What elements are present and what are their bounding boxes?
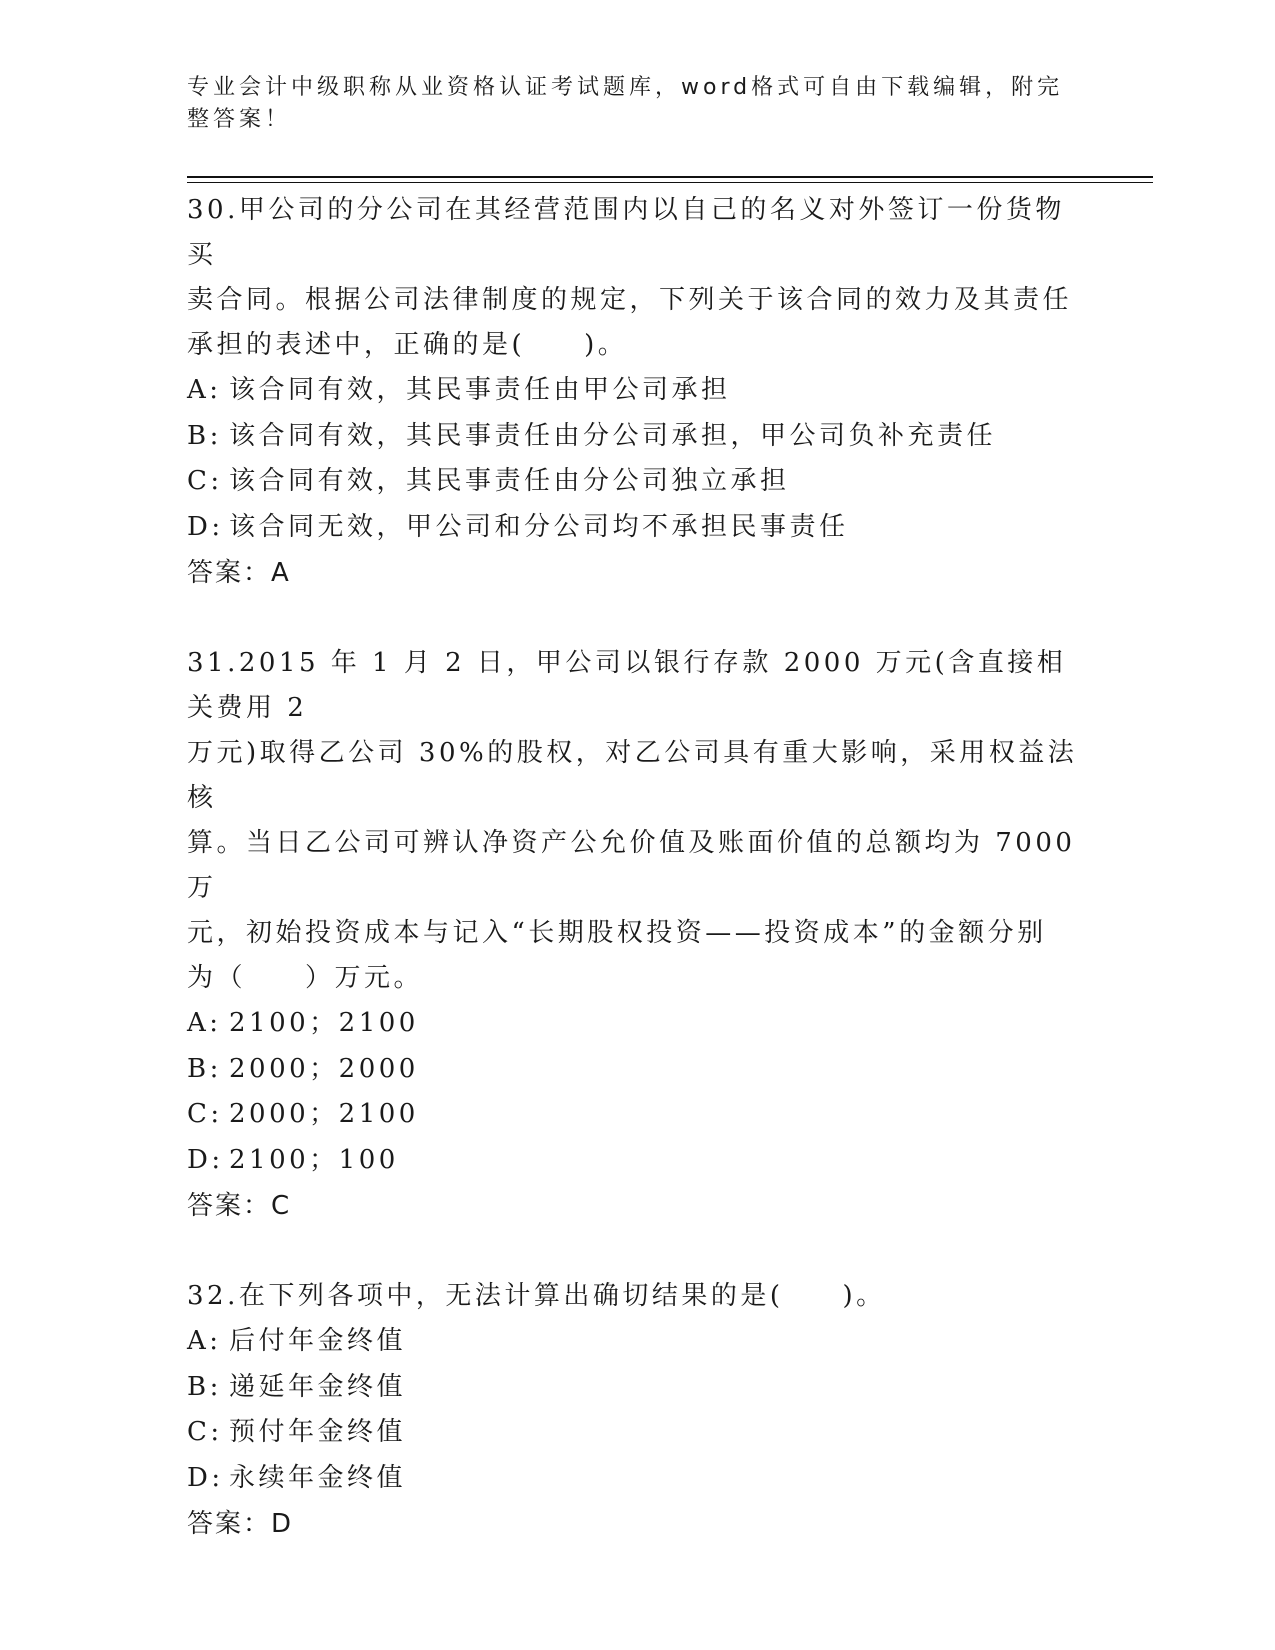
option-key: C:: [187, 1099, 223, 1129]
spacer: [187, 1229, 1087, 1274]
option-key: B:: [187, 1371, 222, 1402]
question-30-line-1: 30.甲公司的分公司在其经营范围内以自己的名义对外签订一份货物买: [187, 195, 1065, 270]
option-key: C:: [187, 466, 223, 496]
question-32-option-b: [187, 1365, 1087, 1411]
option-text: 该合同有效，其民事责任由分公司独立承担: [229, 466, 790, 496]
option-key: C:: [187, 1417, 223, 1447]
option-key: A:: [187, 375, 222, 405]
option-key: D:: [187, 511, 224, 542]
option-text: 2000；2000: [229, 1053, 419, 1084]
question-32-option-a: [187, 1319, 1087, 1365]
question-30-option-c: [187, 459, 1087, 505]
header-rule-top: [187, 176, 1153, 178]
question-31-line-3: 算。当日乙公司可辨认净资产公允价值及账面价值的总额均为 7000 万: [187, 828, 1076, 903]
question-31-line-1: 31.2015 年 1 月 2 日，甲公司以银行存款 2000 万元(含直接相关费用 2: [187, 648, 1067, 723]
option-text: 预付年金终值: [229, 1417, 407, 1447]
question-list: [187, 188, 1087, 1547]
question-32: [187, 1274, 1087, 1547]
option-text: 2000；2100: [229, 1099, 419, 1129]
option-key: D:: [187, 1144, 224, 1175]
question-30-line-2: 卖合同。根据公司法律制度的规定，下列关于该合同的效力及其责任: [187, 285, 1073, 315]
option-key: A:: [187, 1008, 222, 1038]
question-31-answer: 答案：C: [187, 1191, 292, 1221]
header-rule-bottom: [187, 182, 1153, 183]
option-text: 后付年金终值: [229, 1326, 407, 1356]
question-31-option-d: [187, 1138, 1087, 1184]
question-30: [187, 188, 1087, 596]
option-text: 2100；2100: [229, 1008, 419, 1038]
option-text: 该合同无效，甲公司和分公司均不承担民事责任: [229, 511, 849, 542]
header-note: 专业会计中级职称从业资格认证考试题库，word格式可自由下载编辑，附完整答案！: [187, 75, 1064, 132]
question-32-option-d: [187, 1456, 1087, 1502]
question-32-line-1: 32.在下列各项中，无法计算出确切结果的是( )。: [187, 1281, 886, 1311]
question-32-option-c: [187, 1410, 1087, 1456]
option-key: A:: [187, 1326, 222, 1356]
question-31-line-2: 万元)取得乙公司 30%的股权，对乙公司具有重大影响，采用权益法核: [187, 738, 1078, 813]
option-text: 该合同有效，其民事责任由甲公司承担: [229, 375, 731, 405]
question-31-line-5: 为（ ）万元。: [187, 963, 424, 993]
option-text: 永续年金终值: [229, 1462, 407, 1493]
option-text: 2100；100: [229, 1144, 399, 1175]
question-31-option-a: [187, 1001, 1087, 1047]
option-key: B:: [187, 420, 222, 451]
spacer: [187, 596, 1087, 641]
question-30-answer: 答案：A: [187, 558, 291, 588]
question-31-line-4: 元，初始投资成本与记入“长期股权投资——投资成本”的金额分别: [187, 918, 1047, 948]
question-30-option-d: [187, 505, 1087, 551]
question-32-answer: 答案：D: [187, 1509, 294, 1539]
option-key: D:: [187, 1462, 224, 1493]
question-31: [187, 641, 1087, 1229]
question-30-option-b: [187, 414, 1087, 460]
option-text: 递延年金终值: [229, 1371, 407, 1402]
question-30-option-a: [187, 368, 1087, 414]
question-30-line-3: 承担的表述中，正确的是( )。: [187, 330, 628, 360]
question-31-option-b: [187, 1047, 1087, 1093]
option-key: B:: [187, 1053, 222, 1084]
question-31-option-c: [187, 1092, 1087, 1138]
option-text: 该合同有效，其民事责任由分公司承担，甲公司负补充责任: [229, 420, 997, 451]
